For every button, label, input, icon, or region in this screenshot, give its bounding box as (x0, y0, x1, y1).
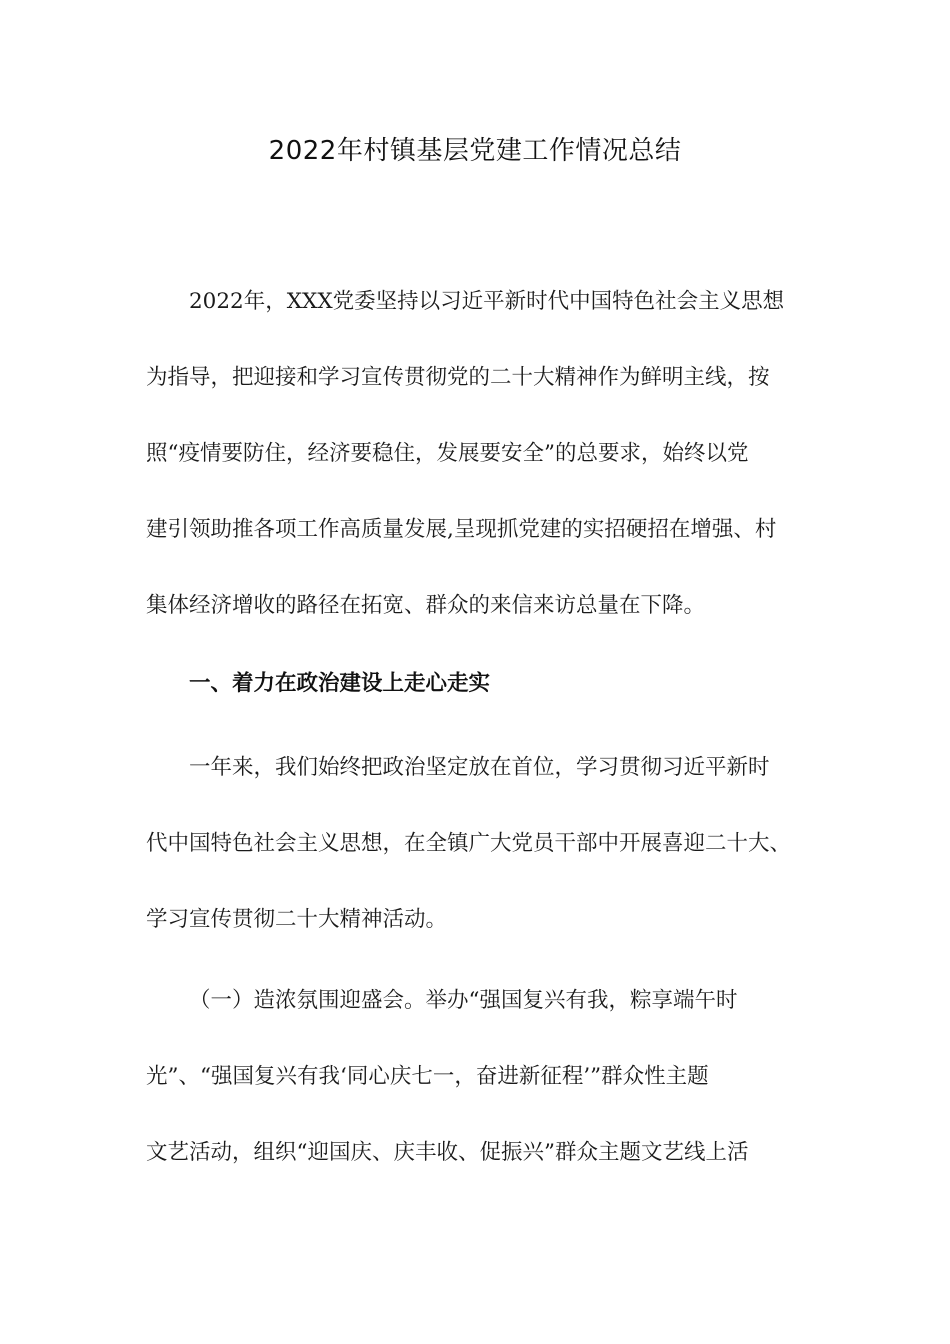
text-line: （一）造浓氛围迎盛会。举办“强国复兴有我，粽享端午时 (189, 988, 738, 1013)
text-line: 代中国特色社会主义思想，在全镇广大党员干部中开展喜迎二十大、 (146, 831, 792, 856)
section-heading: 一、着力在政治建设上走心走实 (189, 671, 491, 696)
text-line: 学习宣传贯彻二十大精神活动。 (146, 907, 448, 932)
subsection-paragraph (146, 963, 814, 1191)
text-line: 集体经济增收的路径在拓宽、群众的来信来访总量在下降。 (146, 593, 706, 618)
document-title: 2022年村镇基层党建工作情况总结 (268, 136, 682, 166)
text-line: 2022年，XXX党委坚持以习近平新时代中国特色社会主义思想 (189, 289, 785, 314)
text-line: 建引领助推各项工作高质量发展,呈现抓党建的实招硬招在增强、村 (146, 517, 777, 542)
section-paragraph (146, 730, 814, 958)
intro-paragraph (146, 264, 814, 644)
text-line: 为指导，把迎接和学习宣传贯彻党的二十大精神作为鲜明主线，按 (146, 365, 770, 390)
text-line: 一年来，我们始终把政治坚定放在首位，学习贯彻习近平新时 (189, 755, 770, 780)
text-line: 光”、“强国复兴有我‘同心庆七一，奋进新征程’”群众性主题 (146, 1064, 709, 1089)
text-line: 照“疫情要防住，经济要稳住，发展要安全”的总要求，始终以党 (146, 441, 749, 466)
text-line: 文艺活动，组织“迎国庆、庆丰收、促振兴”群众主题文艺线上活 (146, 1140, 749, 1165)
